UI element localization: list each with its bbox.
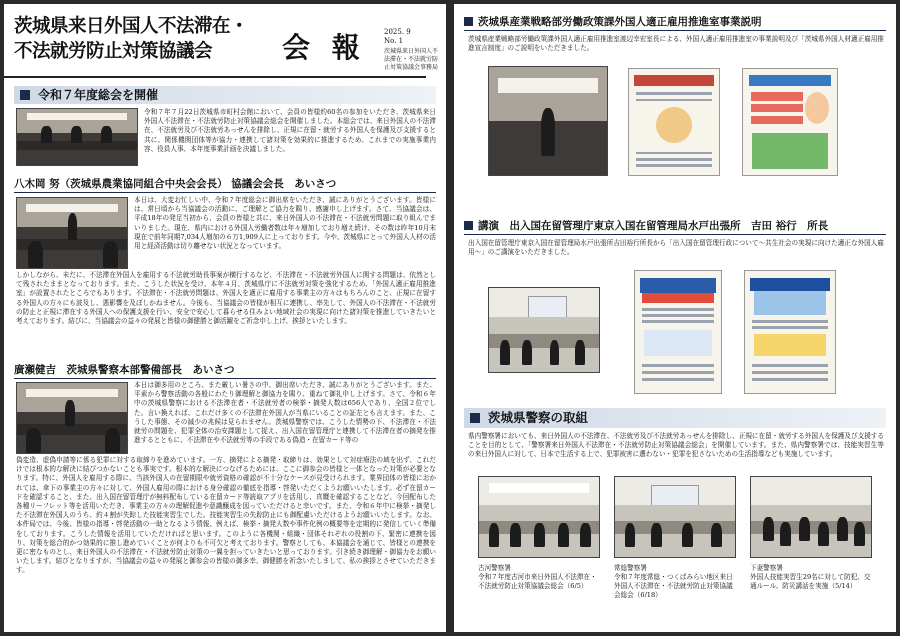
caption-detail: 令和７年度古河市来日外国人不法滞在・不法就労防止対策協議会総会（6/5） [478, 573, 597, 590]
section-general-meeting-heading: 令和７年度総会を開催 [38, 88, 159, 102]
general-meeting-photo [16, 108, 138, 166]
square-bullet-icon [464, 17, 473, 26]
police-greeting-text-bottom: 偽変造、虚偽申請等に係る犯罪に対する取締りを進めています。一方、摘発による摘発・取締りは、効果として対症療法の域を出ず、これだけでは根本的な解決に結びつかないことも事実です。根本的な解決につなげるためには、ここに御参会の皆様と一体となった対策が必要となります。特に、外国人を雇用する際に、当該外国人の在留期限や就労資格の確認が不十分なケースが見受けられます。業界団体の皆様におかれては、傘下の事業主の方々に対して、外国人雇用の際における身分確認の徹底を指導・啓発いただくようお願いいたします。必ず在留カードを確認すること、また、出入国在留管理庁が無料配布している在留カード等読取アプリを活用し、真贋を確認することなど、今回配布した各種リーフレット等を活用いただき、事業主の方々の理解促進や意識醸成を図っていただけると幸いです。また、令和６年中に検挙・摘発した不法滞在外国人のうち、約４割が失踪した技能実習生でした。技能実習生の失踪防止にも御配慮いただけるようお願いいたします。なお、本件局では、今後、皆様の指導・啓発活動の一助となるよう情報、例えば、検挙・摘発人数や事件化例の概要等を定期的に発信していく準備をしております。こうした情報を活用していただければと思います。このように各機関・組織・団体それぞれの役割の下、緊密に連携を図り、対策を総合的かつ効果的に推し進めていくことが何よりも不可欠と考えております。警察としても、本協議会を通じて、皆様との連携を更に密なものとし、来日外国人の不法滞在・不法就労防止対策の一翼を担っていきたいと思っております。引き続き御理解・御協力をお願いいたします。結びとなりますが、当協議会の益々の発展と御参会の皆様の御多幸、御健勝を祈念いたしまして、私の挨拶とさせていただきます。 [16, 456, 436, 575]
shimotsuma-police-photo [750, 476, 872, 558]
greeting-police-heading: 廣瀬健吉 茨城県警察本部警備部長 あいさつ [14, 362, 436, 379]
joso-police-photo [614, 476, 736, 558]
section-police-efforts-banner [464, 408, 886, 428]
police-greeting-text-top: 本日は御多用のところ、また厳しい暑さの中、御出席いただき、誠にありがとうございます。また、平素から警察活動の各般にわたり御理解と御協力を賜り、重ねて御礼申し上げます。さて、令和６年中の茨城県警察における不法滞在者・不法就労者の検挙・摘発人数は656人であり、全国２位でした。言い換えれば、これだけ多くの不法滞在外国人が当県にいることの証左とも言えます。また、こうした事態、その減少の兆候は見られません。茨城県警察では、こうした情勢の下、不法滞在・不法就労の問題を、犯罪全体の治安課題として捉え、出入国在留管理庁と連携して不法滞在者の摘発を推進するとともに、不法滞在や不法就労等の手段である偽造・在留カード等の [134, 381, 436, 445]
masthead-title-line1: 茨城県来日外国人不法滞在・ [14, 16, 249, 37]
general-meeting-text: 令和７年７月22日茨城県市町村会館において、会員の皆様約60名の参加をいただき、茨城県来日外国人不法滞在・不法就労防止対策協議会総会を開催しました。本総会では、来日外国人の不法滞在、不法就労及び不法就労あっせんを排除し、正規に在留・就労する外国人を保護及び支援すると共に、関係機関団体等が協力・連携して諸対策を効果的に推進するため、これまでの実施事業内容、役員人事、本年度事業計画を決議しました。 [144, 108, 436, 153]
issue-info [384, 28, 411, 46]
residence-card-flyer [744, 270, 836, 394]
caption-station: 下妻警察署 [750, 564, 783, 572]
masthead [14, 14, 439, 84]
square-bullet-icon [464, 221, 473, 230]
lecture-heading-text: 講演 出入国在留管理庁東京入国在留管理局水戸出張所 吉田 裕行 所長 [478, 220, 829, 232]
koga-police-photo [478, 476, 600, 558]
president-greeting-photo [16, 197, 128, 269]
shimotsuma-police-caption [750, 564, 874, 591]
left-page [4, 4, 446, 632]
square-bullet-icon [470, 413, 480, 423]
prefecture-briefing-photo [488, 66, 608, 176]
foreign-employment-rules-flyer [634, 270, 722, 394]
lecture-photo [488, 287, 600, 373]
president-greeting-text-bottom: しかしながら、未だに、不法滞在外国人を雇用する不法就労助長事案が横行するなど、不法滞在・不法就労外国人に関する問題は、依然として残されたままとなっております。また、こうした状況を受け、本年４月、茨城県庁に不法就労対策を強化するため、「外国人適正雇用推進室」が設置されたところでもあります。不法滞在・不法就労問題は、外国人を適正に雇用する事業主の方々はもちろんのこと、正規に在留する外国人の方々にも波及し、悪影響を及ぼしかねません。今後も、当協議会の皆様が相互に連携し、率先して、外国人の不法滞在・不法就労の防止と正規に滞在する外国人への保護支援を行い、安全で安心して暮らせる住みよい地域社会の実現に向けた諸対策を推進していきたいと考えております。結びに、当協議会の益々の発展と皆様の御健勝と御活躍をご祈念申し上げ、挨拶といたします。 [16, 271, 436, 326]
police-greeting-photo [16, 382, 128, 454]
masthead-title [14, 14, 248, 64]
lecture-text: 出入国在留管理庁東京入国在留管理局水戸出張所吉田裕行所長から「出入国在留管理行政について～共生社会の実現に向けた適正な外国人雇用～」のご講演をいただきました。 [468, 239, 884, 257]
caption-station: 常総警察署 [614, 564, 647, 572]
section-prefecture-briefing-heading [464, 14, 886, 31]
masthead-rule [4, 76, 426, 78]
right-page [454, 4, 896, 632]
caption-detail: 外国人技能実習生29名に対して防犯、交通ルール、防災講話を実施（5/14） [750, 573, 871, 590]
president-greeting-text-top: 本日は、大変お忙しい中、令和７年度総会に御出席をいただき、誠にありがとうございます。皆様には、常日頃から当協議会の活動に、ご理解とご協力を賜り、感謝申し上げます。さて、当協議会は、平成18年の発足当初から、会員の皆様と共に、来日外国人の不法滞在・不法就労問題に取り組んでまいりました。現在、県内における外国人労働者数は年々増加しており増え続け、その数は昨年10月末現在で前年同期7,034人増加の６万1,909人に上っております。今や、茨城県にとって外国人人材の活用と経済活動は切り離せない状況となっています。 [134, 196, 436, 251]
masthead-kaiho: 会 報 [282, 31, 366, 64]
masthead-title-line2: 不法就労防止対策協議会 [14, 41, 213, 62]
issue-number: No. 1 [384, 37, 404, 45]
square-bullet-icon [20, 90, 30, 100]
publisher: 茨城県来日外国人不法滞在・不法就労防止対策協議会事務局 [384, 48, 439, 71]
employment-guide-flyer [742, 68, 838, 176]
section-lecture-heading [464, 218, 886, 235]
caption-station: 古河警察署 [478, 564, 511, 572]
police-efforts-heading: 茨城県警察の取組 [488, 410, 589, 425]
prefecture-briefing-heading-text: 茨城県産業戦略部労働政策課外国人適正雇用推進室事業説明 [478, 16, 762, 28]
recruitment-declaration-flyer [628, 68, 720, 176]
greeting-president-heading: 八木岡 努（茨城県農業協同組合中央会会長） 協議会会長 あいさつ [14, 176, 436, 193]
caption-detail: 令和７年度常総・つくばみらい地区来日外国人不法滞在・不法就労防止対策協議会総会（6/18） [614, 573, 733, 599]
issue-date: 2025. 9 [384, 28, 411, 36]
section-general-meeting-banner [14, 86, 436, 104]
prefecture-briefing-text: 茨城県産業戦略部労働政策課外国人適正雇用推進室渡辺幸宏室長による、外国人適正雇用推進室の事業説明及び「茨城県外国人材適正雇用推進宣言制度」のご説明をいただきました。 [468, 35, 884, 53]
joso-police-caption [614, 564, 738, 600]
koga-police-caption [478, 564, 602, 591]
police-efforts-text: 県内警察署においても、来日外国人の不法滞在、不法就労及び不法就労あっせんを排除し、正規に在留・就労する外国人を保護及び支援することを目的として、「警察署来日外国人不法滞在・不法就労防止対策協議会総会」を開催しています。また、県内警察署では、技能実習生等の来日外国人に対して、日本で生活する上で、犯罪被害に遭わない・犯罪を犯さないための生活指導なども実施しています。 [468, 432, 884, 459]
